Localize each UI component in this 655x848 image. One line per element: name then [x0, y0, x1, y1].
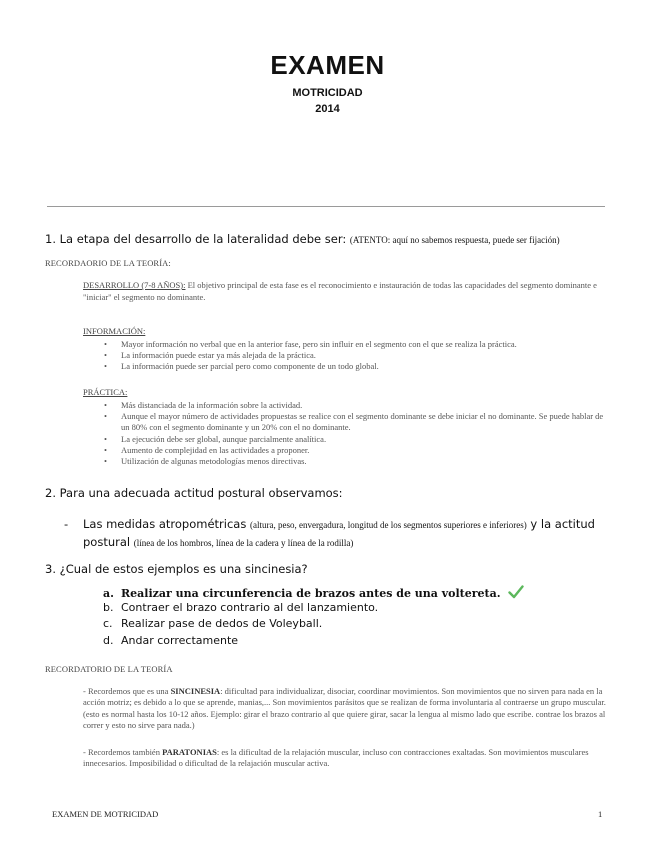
practica-heading: PRÁCTICA: [83, 387, 128, 397]
list-item: • Aumento de complejidad en las actividades a proponer. [121, 445, 613, 456]
paratonias-note: - Recordemos también PARATONIAS: es la dificultad de la relajación muscular, incluso con contracciones exaltadas. Son movimientos musculares innecesarios. Imposibilidad o dificultad de la relajación muscular activa. [83, 747, 589, 769]
medidas-term: Las medidas atropométricas [83, 517, 247, 531]
answer-c: c. Realizar pase de dedos de Voleyball. [103, 617, 323, 630]
horizontal-rule [47, 206, 605, 207]
question-1-text: 1. La etapa del desarrollo de la lateralidad debe ser: [45, 232, 347, 246]
medidas-note: (altura, peso, envergadura, longitud de los segmentos superiores e inferiores) [250, 520, 527, 530]
recordatorio-label-2: RECORDATORIO DE LA TEORÍA [45, 664, 173, 674]
question-1 [45, 232, 625, 246]
list-item: • La información puede ser parcial pero como componente de un todo global. [121, 361, 613, 372]
list-item: • La ejecución debe ser global, aunque parcialmente analítica. [121, 434, 613, 445]
actitud-term: actitud postural [83, 517, 595, 549]
actitud-note: (línea de los hombros, línea de la cadera y línea de la rodilla) [133, 538, 354, 548]
answer-b: b. Contraer el brazo contrario al del lanzamiento. [103, 601, 379, 614]
paratonias-term: PARATONIAS [162, 747, 217, 757]
informacion-heading: INFORMACIÓN: [83, 326, 146, 336]
page-number: 1 [598, 809, 603, 819]
recordatorio-label-1: RECORDAORIO DE LA TEORÍA: [45, 258, 171, 268]
check-icon [508, 584, 524, 600]
practica-list [83, 400, 613, 467]
document-subtitle: MOTRICIDAD [292, 87, 363, 99]
answer-d: d. Andar correctamente [103, 634, 239, 647]
list-item: • Mayor información no verbal que en la anterior fase, pero sin influir en el segmento con el que se realiza la práctica. [121, 339, 613, 350]
list-item: • Aunque el mayor número de actividades propuestas se realice con el segmento dominante se debe iniciar el no dominante. Se puede hablar de un 80% con el segmento dominante y un 20% con el no dominante. [121, 411, 613, 433]
list-item: • Utilización de algunas metodologías menos directivas. [121, 456, 613, 467]
desarrollo-heading: DESARROLLO (7-8 AÑOS): [83, 280, 186, 290]
sincinesia-term: SINCINESIA [170, 686, 221, 696]
document-title: EXAMEN [270, 50, 385, 80]
question-2: 2. Para una adecuada actitud postural observamos: [45, 486, 343, 500]
sincinesia-note: - Recordemos que es una SINCINESIA: dificultad para individualizar, disociar, coordinar movimientos. Son movimientos que no sirven para nada en la acción motriz; es debido a lo que se aprende, manias,... Son movimientos parásitos que se realizan de forma involuntaria al contraerse un grupo muscular. (esto es normal hasta los 10-12 años. Ejemplo: girar el brazo contrario al que quiere girar, sacar la lengua al mismo lado que escribe. contrae los brazos al correr y esto no sirve para nada.) [83, 686, 606, 731]
question-1-note: (ATENTO: aquí no sabemos respuesta, puede ser fijación) [349, 235, 560, 245]
answer-a: a. Realizar una circunferencia de brazos antes de una voltereta. [103, 584, 524, 600]
document-year: 2014 [315, 103, 340, 115]
desarrollo-text: El objetivo principal de esta fase es el reconocimiento e instauración de todas las capacidades del segmento dominante e "iniciar" el segmento no dominante. [83, 280, 597, 302]
document-page: EXAMEN MOTRICIDAD 2014 1. La etapa del desarrollo de la lateralidad debe ser: (ATENTO: aquí no sabemos respuesta, puede ser fijación) RECORDAORIO DE LA TEORÍA: DESARROLLO (7-8 AÑOS): El objetivo principal de esta fase es el reconocimiento e instauración de todas las capacidades del segmento dominante e "iniciar" el segmento no dominante. INFORMACIÓN: • Mayor información no verbal que en la anterior fase, pero sin influir en el segmento con el que se realiza la práctica. • La información puede estar ya más alejada de la práctica. • La información puede ser parcial pero como componente de un todo global. PRÁCTICA: • Más distanciada de la información sobre la actividad. • Aunque el mayor número de actividades propuestas se realice con el segmento dominante se debe iniciar el no dominante. Se puede hablar de un 80% con el segmento dominante y un 20% con el no dominante. • La ejecución debe ser global, aunque parcialmente analítica. • Aumento de complejidad en las actividades a proponer. • Utilización de algunas metodologías menos directivas. 2. Para una adecuada actitud postural observamos: - Las medidas atropométricas (altura, peso, envergadura, longitud de los segmentos superiores e inferiores) y la actitud postural (línea de los hombros, línea de la cadera y línea de la rodilla) 3. ¿Cual de estos ejemplos es una sincinesia? a. Realizar una circunferencia de brazos antes de una voltereta. b. Contraer el brazo contrario al del lanzamiento. c. Realizar pase de dedos de Voleyball. d. Andar correctamente RECORDATORIO DE LA TEORÍA - Recordemos que es una SINCINESIA: dificultad para individualizar, disociar, coordinar movimientos. Son movimientos que no sirven para nada en la acción motriz; es debido a lo que se aprende, manias,... Son movimientos parásitos que se realizan de forma involuntaria al contraerse un grupo muscular. (esto es normal hasta los 10-12 años. Ejemplo: girar el brazo contrario al que quiere girar, sacar la lengua al mismo lado que escribe. contrae los brazos al correr y esto no sirve para nada.) - Recordemos también PARATONIAS: es la dificultad de la relajación muscular, incluso con contracciones exaltadas. Son movimientos musculares innecesarios. Imposibilidad o dificultad de la relajación muscular activa. EXAMEN DE MOTRICIDAD 1 [0, 0, 655, 848]
desarrollo-paragraph [83, 280, 608, 303]
list-item: • La información puede estar ya más alejada de la práctica. [121, 350, 613, 361]
question-3: 3. ¿Cual de estos ejemplos es una sincinesia? [45, 562, 308, 576]
list-item: • Más distanciada de la información sobre la actividad. [121, 400, 613, 411]
informacion-list [83, 339, 613, 373]
footer-title: EXAMEN DE MOTRICIDAD [52, 809, 159, 819]
